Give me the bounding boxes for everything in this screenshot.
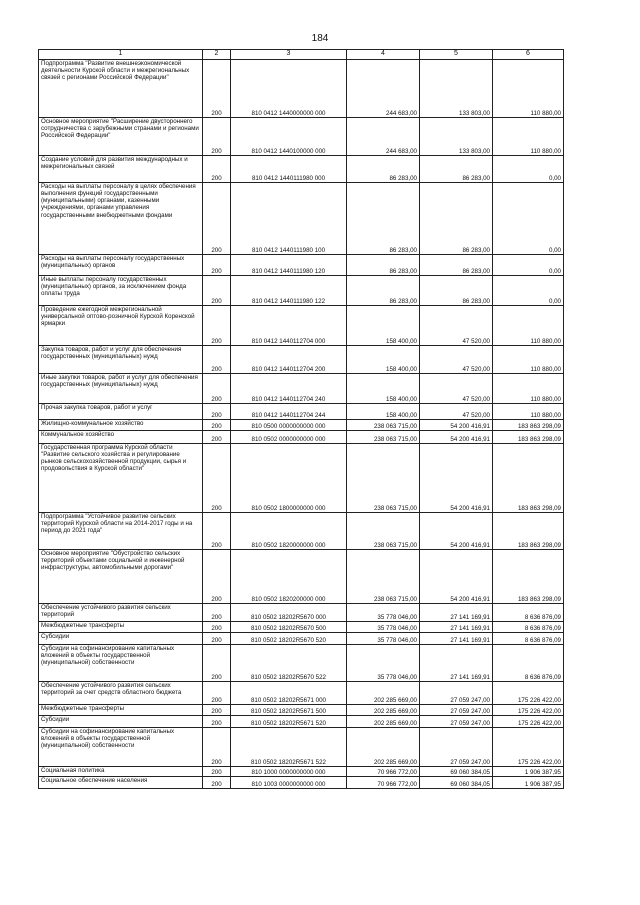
amount-approved: 86 283,00 (347, 156, 420, 183)
row-code: 200 (203, 431, 231, 444)
row-code: 200 (203, 183, 231, 255)
row-name: Иные выплаты персоналу государственных (муниципальных) органов, за исключением фонда оплаты труда (39, 276, 203, 306)
row-name: Проведение ежегодной межрегиональной универсальной оптово-розничной Курской Коренской ярмарки (39, 306, 203, 346)
budget-classification-code: 810 1000 0000000000 000 (231, 767, 347, 777)
amount-approved: 35 778 046,00 (347, 622, 420, 633)
amount-remaining: 183 863 298,09 (493, 444, 564, 513)
amount-executed: 86 283,00 (420, 276, 493, 306)
amount-approved: 238 063 715,00 (347, 550, 420, 604)
budget-classification-code: 810 0412 1440112704 000 (231, 306, 347, 346)
row-name: Иные закупки товаров, работ и услуг для обеспечения государственных (муниципальных) нужд (39, 374, 203, 404)
column-header-2: 2 (203, 50, 231, 60)
amount-approved: 238 063 715,00 (347, 444, 420, 513)
amount-remaining: 175 226 422,00 (493, 705, 564, 716)
table-row (39, 767, 564, 777)
table-row (39, 604, 564, 622)
amount-executed: 86 283,00 (420, 156, 493, 183)
row-code: 200 (203, 60, 231, 118)
row-name: Расходы на выплаты персоналу государственных (муниципальных) органов (39, 255, 203, 276)
amount-approved: 86 283,00 (347, 276, 420, 306)
amount-approved: 244 683,00 (347, 60, 420, 118)
column-header-3: 3 (231, 50, 347, 60)
amount-approved: 158 400,00 (347, 374, 420, 404)
budget-table (38, 49, 564, 789)
table-row (39, 513, 564, 550)
amount-executed: 27 141 169,91 (420, 645, 493, 682)
row-code: 200 (203, 374, 231, 404)
amount-remaining: 8 636 876,09 (493, 604, 564, 622)
row-name: Обеспечение устойчивого развития сельских территорий за счет средств областного бюджета (39, 682, 203, 705)
amount-approved: 35 778 046,00 (347, 633, 420, 645)
budget-classification-code: 810 0502 18202R5670 520 (231, 633, 347, 645)
amount-executed: 47 520,00 (420, 346, 493, 374)
amount-executed: 133 803,00 (420, 60, 493, 118)
row-name: Коммунальное хозяйство (39, 431, 203, 444)
amount-remaining: 110 880,00 (493, 346, 564, 374)
amount-approved: 158 400,00 (347, 404, 420, 420)
amount-executed: 54 200 416,91 (420, 513, 493, 550)
row-code: 200 (203, 777, 231, 789)
table-row (39, 716, 564, 728)
amount-remaining: 183 863 298,09 (493, 513, 564, 550)
row-name: Закупка товаров, работ и услуг для обеспечения государственных (муниципальных) нужд (39, 346, 203, 374)
row-name: Основное мероприятие "Расширение двустороннего сотрудничества с зарубежными странами и регионами Российской Федерации" (39, 118, 203, 156)
row-code: 200 (203, 513, 231, 550)
budget-classification-code: 810 0502 18202R5671 522 (231, 728, 347, 767)
row-name: Межбюджетные трансферты (39, 705, 203, 716)
amount-executed: 86 283,00 (420, 183, 493, 255)
amount-executed: 69 060 384,05 (420, 777, 493, 789)
amount-approved: 238 063 715,00 (347, 513, 420, 550)
table-row (39, 276, 564, 306)
row-code: 200 (203, 306, 231, 346)
row-code: 200 (203, 404, 231, 420)
row-code: 200 (203, 728, 231, 767)
row-code: 200 (203, 118, 231, 156)
budget-classification-code: 810 0412 1440111980 120 (231, 255, 347, 276)
row-code: 200 (203, 156, 231, 183)
row-code: 200 (203, 420, 231, 431)
amount-remaining: 0,00 (493, 183, 564, 255)
row-name: Социальное обеспечение населения (39, 777, 203, 789)
budget-classification-code: 810 1003 0000000000 000 (231, 777, 347, 789)
row-code: 200 (203, 604, 231, 622)
amount-executed: 54 200 416,91 (420, 550, 493, 604)
row-name: Субсидии на софинансирование капитальных вложений в объекты государственной (муниципальной) собственности (39, 728, 203, 767)
amount-remaining: 1 906 387,95 (493, 777, 564, 789)
budget-classification-code: 810 0412 1440111980 000 (231, 156, 347, 183)
row-code: 200 (203, 633, 231, 645)
table-row (39, 118, 564, 156)
budget-classification-code: 810 0502 18202R5670 522 (231, 645, 347, 682)
amount-executed: 54 200 416,91 (420, 420, 493, 431)
amount-executed: 69 060 384,05 (420, 767, 493, 777)
row-code: 200 (203, 767, 231, 777)
row-code: 200 (203, 716, 231, 728)
amount-executed: 27 059 247,00 (420, 705, 493, 716)
amount-remaining: 110 880,00 (493, 60, 564, 118)
table-row (39, 682, 564, 705)
amount-approved: 35 778 046,00 (347, 604, 420, 622)
amount-approved: 158 400,00 (347, 346, 420, 374)
row-code: 200 (203, 444, 231, 513)
budget-classification-code: 810 0502 0000000000 000 (231, 431, 347, 444)
table-row (39, 346, 564, 374)
budget-classification-code: 810 0502 18202R5670 500 (231, 622, 347, 633)
amount-executed: 54 200 416,91 (420, 444, 493, 513)
row-name: Подпрограмма "Устойчивое развитие сельских территорий Курской области на 2014-2017 годы и на период до 2021 года" (39, 513, 203, 550)
budget-classification-code: 810 0412 1440112704 200 (231, 346, 347, 374)
amount-executed: 47 520,00 (420, 404, 493, 420)
amount-approved: 35 778 046,00 (347, 645, 420, 682)
table-row (39, 404, 564, 420)
table-row (39, 60, 564, 118)
table-row (39, 306, 564, 346)
budget-classification-code: 810 0502 18202R5671 520 (231, 716, 347, 728)
row-name: Основное мероприятие "Обустройство сельских территорий объектами социальной и инженерной инфраструктуры, автомобильными дорогами" (39, 550, 203, 604)
budget-classification-code: 810 0500 0000000000 000 (231, 420, 347, 431)
amount-remaining: 110 880,00 (493, 306, 564, 346)
amount-executed: 27 141 169,91 (420, 622, 493, 633)
row-name: Субсидии (39, 633, 203, 645)
amount-executed: 54 200 416,91 (420, 431, 493, 444)
row-code: 200 (203, 346, 231, 374)
amount-approved: 238 063 715,00 (347, 420, 420, 431)
table-row (39, 183, 564, 255)
amount-executed: 27 141 169,91 (420, 604, 493, 622)
row-code: 200 (203, 255, 231, 276)
amount-remaining: 183 863 298,09 (493, 420, 564, 431)
amount-remaining: 110 880,00 (493, 404, 564, 420)
amount-remaining: 8 636 876,09 (493, 622, 564, 633)
amount-remaining: 1 906 387,95 (493, 767, 564, 777)
amount-approved: 70 966 772,00 (347, 777, 420, 789)
table-row (39, 777, 564, 789)
amount-executed: 27 059 247,00 (420, 728, 493, 767)
row-name: Подпрограмма "Развитие внешнеэкономической деятельности Курской области и межрегиональных связей с регионами Российской Федерации" (39, 60, 203, 118)
table-row (39, 374, 564, 404)
budget-classification-code: 810 0502 18202R5671 500 (231, 705, 347, 716)
row-name: Субсидии на софинансирование капитальных вложений в объекты государственной (муниципальной) собственности (39, 645, 203, 682)
row-code: 200 (203, 550, 231, 604)
row-name: Субсидии (39, 716, 203, 728)
column-header-5: 5 (420, 50, 493, 60)
table-row (39, 420, 564, 431)
amount-remaining: 8 636 876,09 (493, 633, 564, 645)
table-row (39, 633, 564, 645)
amount-remaining: 110 880,00 (493, 374, 564, 404)
row-name: Обеспечение устойчивого развития сельских территорий (39, 604, 203, 622)
page-number: 184 (311, 33, 329, 44)
amount-remaining: 8 636 876,09 (493, 645, 564, 682)
amount-executed: 47 520,00 (420, 374, 493, 404)
budget-classification-code: 810 0502 1820000000 000 (231, 513, 347, 550)
table-row (39, 156, 564, 183)
column-header-1: 1 (39, 50, 203, 60)
amount-remaining: 0,00 (493, 255, 564, 276)
amount-approved: 238 063 715,00 (347, 431, 420, 444)
amount-remaining: 0,00 (493, 276, 564, 306)
amount-remaining: 175 226 422,00 (493, 716, 564, 728)
row-name: Прочая закупка товаров, работ и услуг (39, 404, 203, 420)
amount-approved: 202 285 669,00 (347, 705, 420, 716)
row-name: Социальная политика (39, 767, 203, 777)
row-code: 200 (203, 622, 231, 633)
budget-classification-code: 810 0412 1440111980 100 (231, 183, 347, 255)
column-header-6: 6 (493, 50, 564, 60)
budget-classification-code: 810 0412 1440111980 122 (231, 276, 347, 306)
header-row (39, 50, 564, 60)
row-name: Межбюджетные трансферты (39, 622, 203, 633)
amount-executed: 133 803,00 (420, 118, 493, 156)
row-code: 200 (203, 276, 231, 306)
amount-remaining: 175 226 422,00 (493, 728, 564, 767)
amount-approved: 202 285 669,00 (347, 682, 420, 705)
budget-classification-code: 810 0412 1440112704 244 (231, 404, 347, 420)
table-row (39, 444, 564, 513)
budget-classification-code: 810 0502 18202R5671 000 (231, 682, 347, 705)
budget-classification-code: 810 0502 18202R5670 000 (231, 604, 347, 622)
amount-remaining: 110 880,00 (493, 118, 564, 156)
budget-classification-code: 810 0412 1440112704 240 (231, 374, 347, 404)
amount-executed: 47 520,00 (420, 306, 493, 346)
row-name: Государственная программа Курской области "Развитие сельского хозяйства и регулирование рынков сельскохозяйственной продукции, сырья и продовольствия в Курской области" (39, 444, 203, 513)
budget-classification-code: 810 0412 1440100000 000 (231, 118, 347, 156)
row-name: Создание условий для развития международных и межрегиональных связей (39, 156, 203, 183)
table-row (39, 550, 564, 604)
row-code: 200 (203, 705, 231, 716)
row-code: 200 (203, 682, 231, 705)
amount-executed: 27 059 247,00 (420, 716, 493, 728)
budget-classification-code: 810 0412 1440000000 000 (231, 60, 347, 118)
amount-approved: 202 285 669,00 (347, 716, 420, 728)
table-row (39, 728, 564, 767)
row-name: Жилищно-коммунальное хозяйство (39, 420, 203, 431)
amount-approved: 86 283,00 (347, 255, 420, 276)
table-row (39, 431, 564, 444)
table-row (39, 645, 564, 682)
amount-executed: 27 141 169,91 (420, 633, 493, 645)
table-row (39, 255, 564, 276)
amount-approved: 202 285 669,00 (347, 728, 420, 767)
amount-approved: 70 966 772,00 (347, 767, 420, 777)
amount-approved: 158 400,00 (347, 306, 420, 346)
amount-remaining: 183 863 298,09 (493, 431, 564, 444)
table-row (39, 705, 564, 716)
amount-remaining: 175 226 422,00 (493, 682, 564, 705)
amount-approved: 244 683,00 (347, 118, 420, 156)
budget-classification-code: 810 0502 1820200000 000 (231, 550, 347, 604)
budget-classification-code: 810 0502 1800000000 000 (231, 444, 347, 513)
column-header-4: 4 (347, 50, 420, 60)
amount-executed: 27 059 247,00 (420, 682, 493, 705)
amount-remaining: 183 863 298,09 (493, 550, 564, 604)
row-name: Расходы на выплаты персоналу в целях обеспечения выполнения функций государственными (муниципальными) органами, казенными учреждениями, органами управления государственными внебюджетными фондами (39, 183, 203, 255)
amount-executed: 86 283,00 (420, 255, 493, 276)
amount-approved: 86 283,00 (347, 183, 420, 255)
amount-remaining: 0,00 (493, 156, 564, 183)
table-row (39, 622, 564, 633)
row-code: 200 (203, 645, 231, 682)
